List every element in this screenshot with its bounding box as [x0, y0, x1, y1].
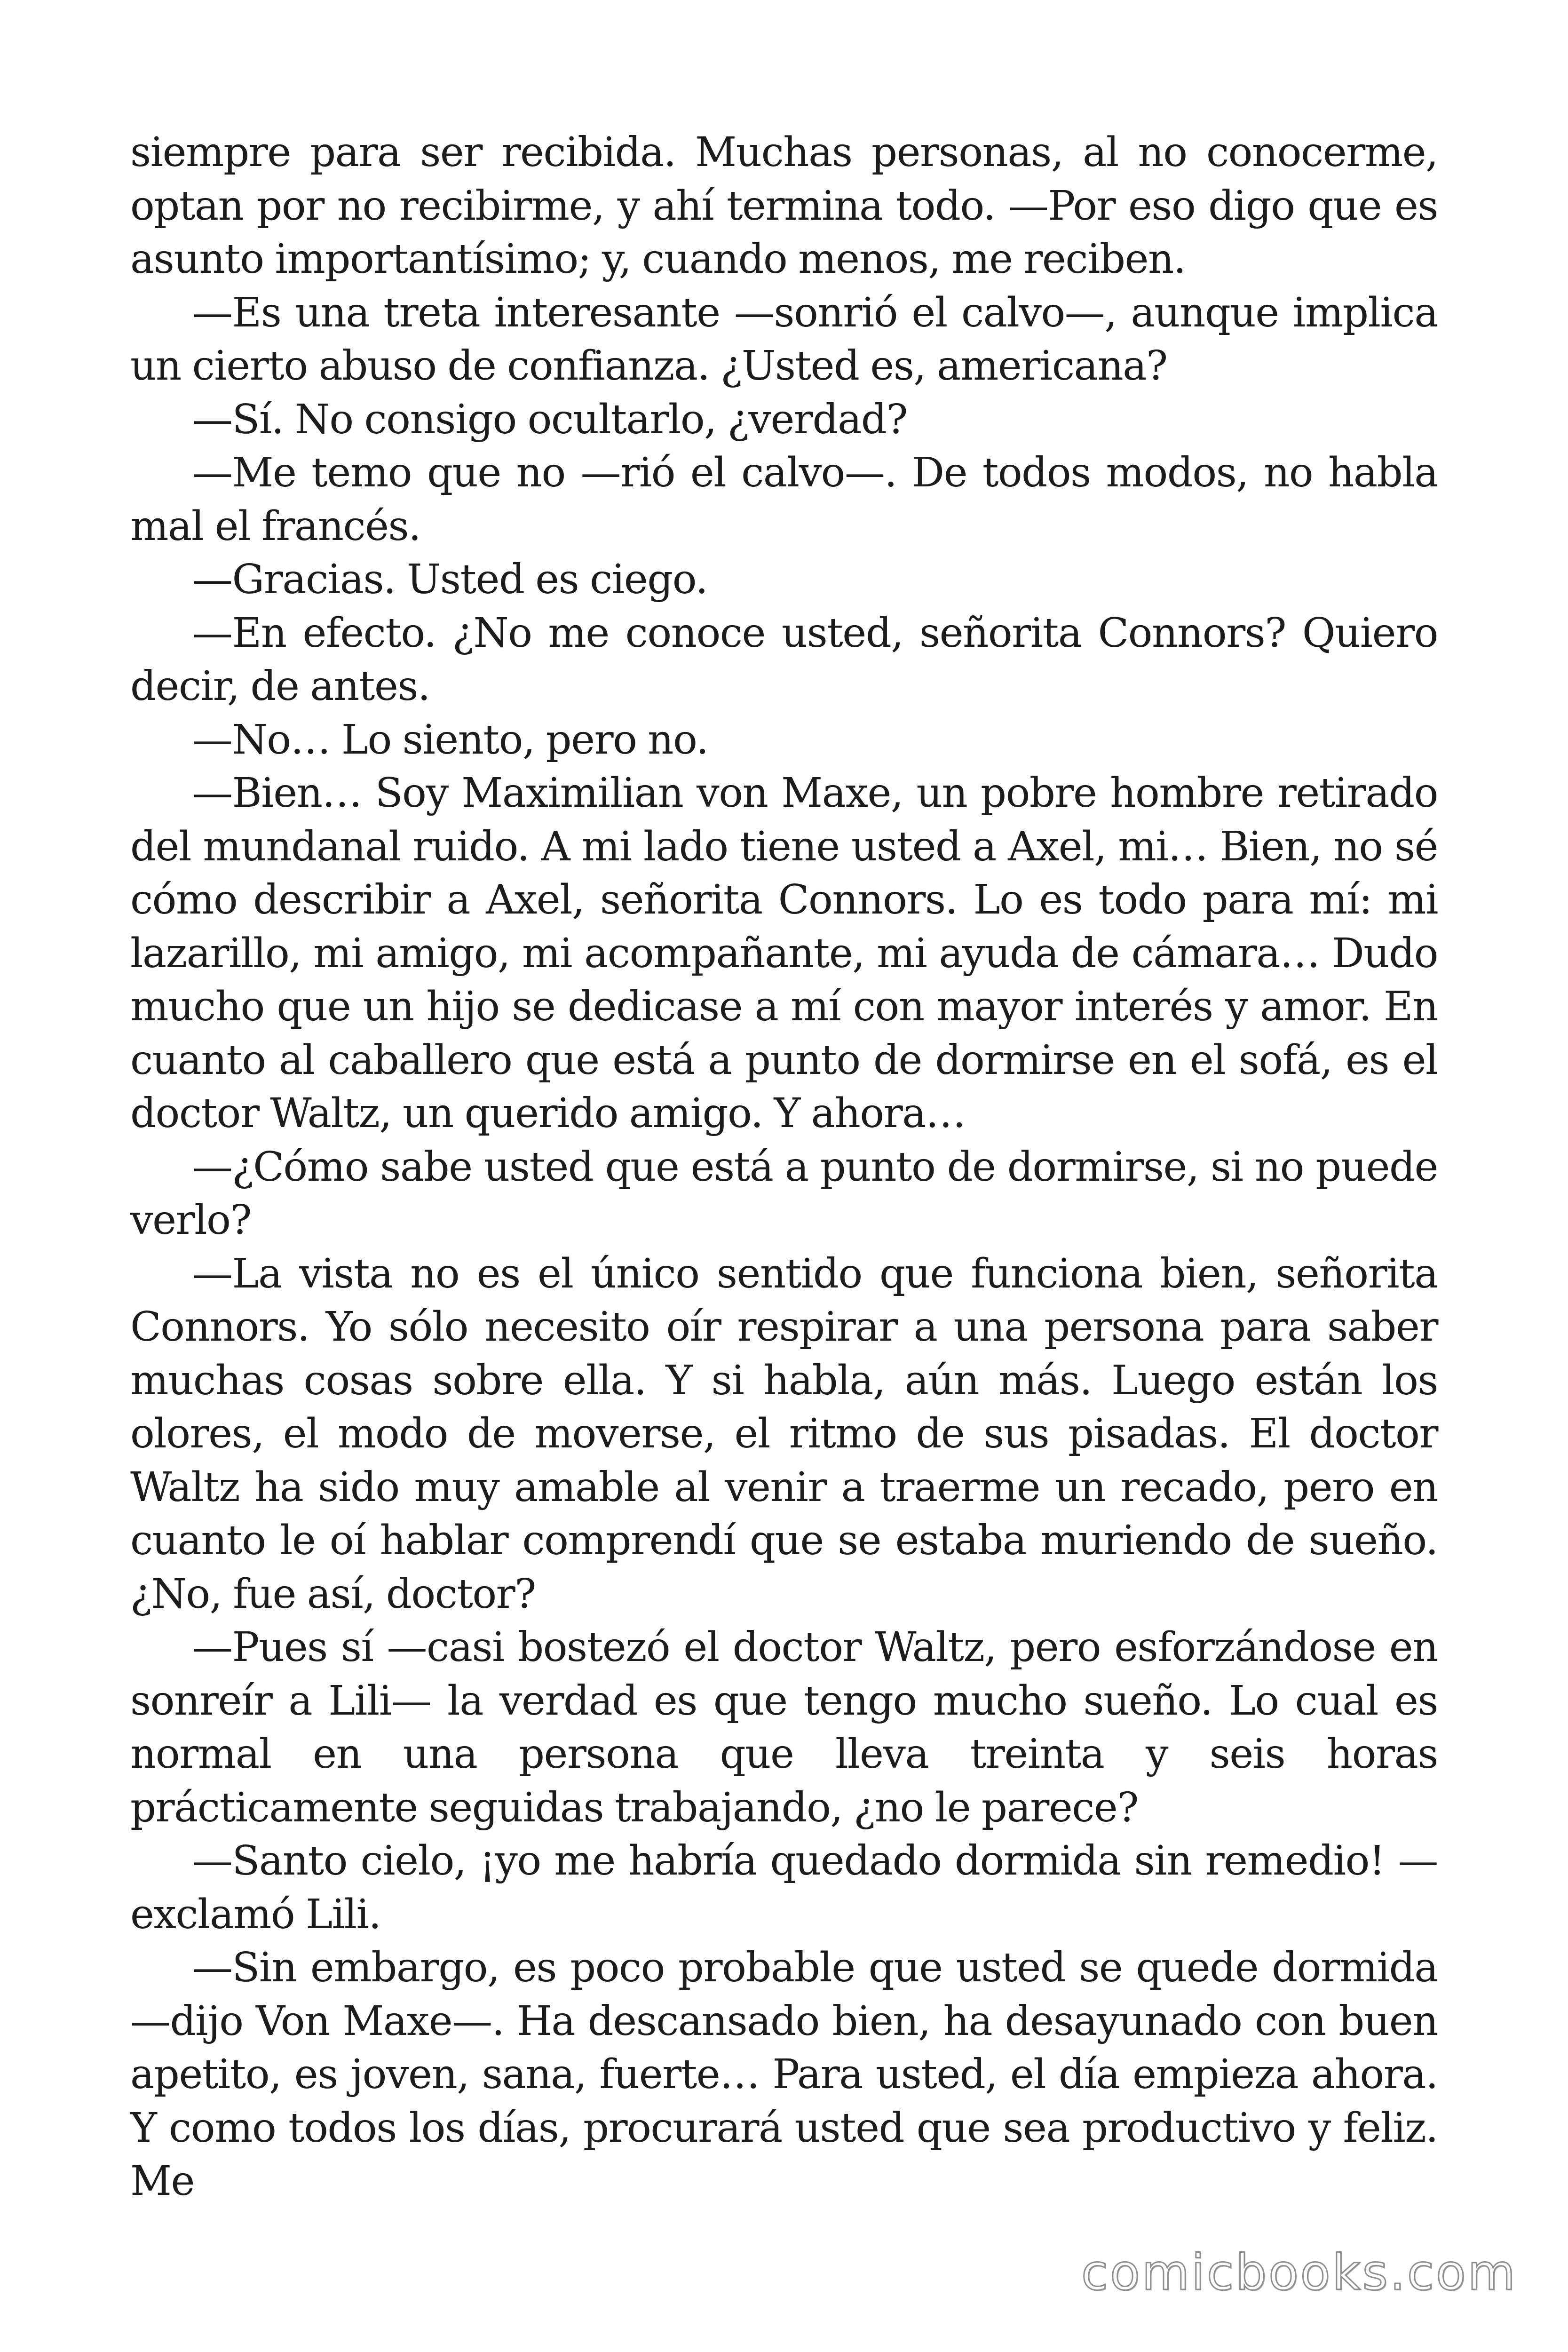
paragraph-3: —Sí. No consigo ocultarlo, ¿verdad? — [192, 396, 908, 443]
paragraph-5: —Gracias. Usted es ciego. — [192, 556, 708, 603]
paragraph-11: —Pues sí —casi bostezó el doctor Waltz, pero esforzándose en sonreír a Lili— la verdad es que tengo mucho sueño. Lo cual es normal en una persona que lleva treinta y seis horas prácticamente seguidas trabajando, ¿no le parece? — [130, 1624, 1438, 1831]
paragraph-1: siempre para ser recibida. Muchas personas, al no conocerme, optan por no recibirme, y ahí termina todo. —Por eso digo que es asunto importantísimo; y, cuando menos, me reciben. — [130, 129, 1438, 283]
paragraph-6: —En efecto. ¿No me conoce usted, señorita Connors? Quiero decir, de antes. — [130, 609, 1438, 710]
page-body-text — [130, 126, 1438, 2209]
paragraph-13: —Sin embargo, es poco probable que usted se quede dormida —dijo Von Maxe—. Ha descansado bien, ha desayunado con buen apetito, es joven, sana, fuerte… Para usted, el día empieza ahora. Y como todos los días, procurará usted que sea productivo y feliz. Me — [130, 1944, 1438, 2205]
paragraph-12: —Santo cielo, ¡yo me habría quedado dormida sin remedio! —exclamó Lili. — [130, 1837, 1438, 1938]
paragraph-9: —¿Cómo sabe usted que está a punto de dormirse, si no puede verlo? — [130, 1143, 1438, 1244]
site-watermark: comicbooks.com — [1081, 2244, 1517, 2301]
paragraph-4: —Me temo que no —rió el calvo—. De todos modos, no habla mal el francés. — [130, 449, 1438, 550]
paragraph-10: —La vista no es el único sentido que funciona bien, señorita Connors. Yo sólo necesito oír respirar a una persona para saber muchas cosas sobre ella. Y si habla, aún más. Luego están los olores, el modo de moverse, el ritmo de sus pisadas. El doctor Waltz ha sido muy amable al venir a traerme un recado, pero en cuanto le oí hablar comprendí que se estaba muriendo de sueño. ¿No, fue así, doctor? — [130, 1250, 1438, 1618]
paragraph-7: —No… Lo siento, pero no. — [192, 716, 708, 763]
paragraph-8: —Bien… Soy Maximilian von Maxe, un pobre hombre retirado del mundanal ruido. A mi lado tiene usted a Axel, mi… Bien, no sé cómo describir a Axel, señorita Connors. Lo es todo para mí: mi lazarillo, mi amigo, mi acompañante, mi ayuda de cámara… Dudo mucho que un hijo se dedicase a mí con mayor interés y amor. En cuanto al caballero que está a punto de dormirse en el sofá, es el doctor Waltz, un querido amigo. Y ahora… — [130, 770, 1438, 1137]
paragraph-2: —Es una treta interesante —sonrió el calvo—, aunque implica un cierto abuso de confianza. ¿Usted es, americana? — [130, 289, 1438, 389]
